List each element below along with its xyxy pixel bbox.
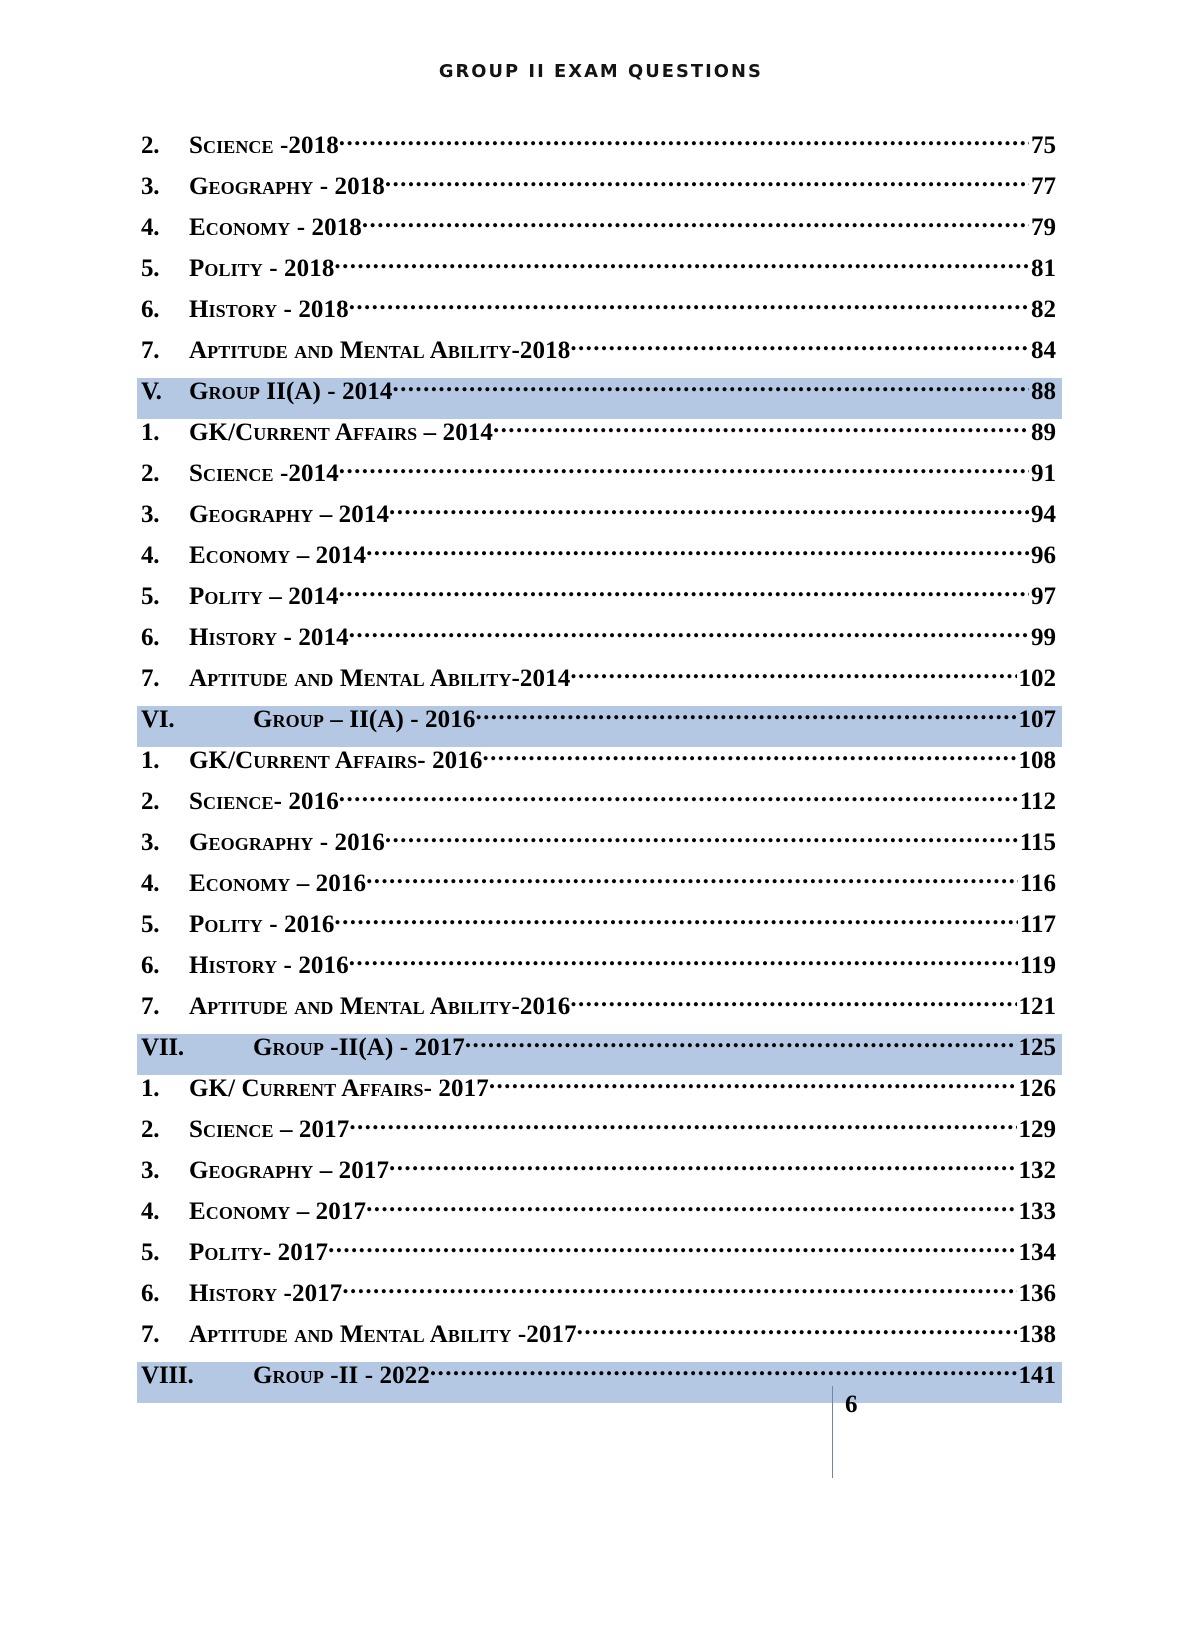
toc-entry-row[interactable]: [137, 1198, 1062, 1239]
toc-entry-page-number: 126: [1018, 1075, 1056, 1102]
toc-dot-leader: [389, 1162, 1016, 1178]
toc-dot-leader: [349, 629, 1029, 645]
toc-entry-number: 5.: [141, 1239, 160, 1266]
toc-dot-leader: [349, 957, 1018, 973]
toc-entry-page-number: 141: [1018, 1362, 1056, 1389]
toc-entry-number: 2.: [141, 1116, 160, 1143]
toc-entry-page-number: 89: [1031, 419, 1056, 446]
toc-entry-page-number: 129: [1018, 1116, 1056, 1143]
toc-entry-row[interactable]: [137, 624, 1062, 665]
toc-entry-page-number: 117: [1019, 911, 1056, 938]
table-of-contents: [137, 132, 1062, 1403]
toc-entry-number: 4.: [141, 1198, 160, 1225]
toc-entry-page-number: 132: [1018, 1157, 1056, 1184]
toc-entry-label: Science -2014: [189, 460, 339, 487]
toc-entry-label: Polity - 2016: [189, 911, 335, 938]
toc-entry-label: Group -II(A) - 2017: [253, 1034, 465, 1061]
toc-entry-page-number: 138: [1018, 1321, 1056, 1348]
toc-entry-number: 5.: [141, 255, 160, 282]
toc-entry-row[interactable]: [137, 1116, 1062, 1157]
toc-entry-page-number: 102: [1018, 665, 1056, 692]
toc-entry-number: 2.: [141, 460, 160, 487]
toc-entry-label: GK/Current Affairs- 2016: [189, 747, 483, 774]
toc-entry-label: Geography - 2016: [189, 829, 385, 856]
toc-entry-number: 3.: [141, 1157, 160, 1184]
toc-entry-number: 6.: [141, 1280, 160, 1307]
toc-entry-label: History -2017: [189, 1280, 343, 1307]
toc-entry-page-number: 108: [1018, 747, 1056, 774]
toc-entry-label: History - 2014: [189, 624, 349, 651]
toc-dot-leader: [475, 711, 1016, 727]
toc-dot-leader: [339, 465, 1029, 481]
toc-entry-label: Science- 2016: [189, 788, 339, 815]
toc-entry-row[interactable]: [137, 542, 1062, 583]
toc-entry-label: Group -II - 2022: [253, 1362, 430, 1389]
toc-section-row[interactable]: [137, 706, 1062, 747]
toc-entry-number: 6.: [141, 296, 160, 323]
toc-dot-leader: [366, 1203, 1016, 1219]
toc-dot-leader: [392, 383, 1029, 399]
toc-dot-leader: [493, 424, 1029, 440]
toc-entry-label: Aptitude and Mental Ability -2017: [189, 1321, 577, 1348]
toc-entry-label: Geography - 2018: [189, 173, 385, 200]
toc-entry-row[interactable]: [137, 173, 1062, 214]
toc-entry-number: 1.: [141, 419, 160, 446]
toc-entry-page-number: 125: [1018, 1034, 1056, 1061]
toc-entry-number: 3.: [141, 829, 160, 856]
toc-entry-row[interactable]: [137, 788, 1062, 829]
toc-entry-number: 7.: [141, 337, 160, 364]
toc-entry-page-number: 79: [1031, 214, 1056, 241]
toc-dot-leader: [334, 260, 1029, 276]
toc-dot-leader: [570, 342, 1029, 358]
toc-entry-row[interactable]: [137, 501, 1062, 542]
toc-entry-row[interactable]: [137, 255, 1062, 296]
toc-entry-label: Aptitude and Mental Ability-2018: [189, 337, 571, 364]
toc-entry-number: 4.: [141, 214, 160, 241]
toc-dot-leader: [465, 1039, 1017, 1055]
toc-dot-leader: [385, 834, 1018, 850]
toc-entry-page-number: 97: [1031, 583, 1056, 610]
toc-dot-leader: [482, 752, 1016, 768]
toc-dot-leader: [349, 1121, 1016, 1137]
toc-dot-leader: [349, 301, 1029, 317]
toc-entry-row[interactable]: [137, 214, 1062, 255]
toc-entry-page-number: 81: [1031, 255, 1056, 282]
toc-entry-row[interactable]: [137, 460, 1062, 501]
toc-entry-number: VI.: [141, 706, 175, 733]
toc-entry-row[interactable]: [137, 337, 1062, 378]
toc-dot-leader: [334, 916, 1017, 932]
toc-entry-page-number: 134: [1018, 1239, 1056, 1266]
toc-entry-label: History - 2018: [189, 296, 349, 323]
toc-dot-leader: [570, 670, 1016, 686]
toc-entry-label: History - 2016: [189, 952, 349, 979]
toc-dot-leader: [389, 506, 1029, 522]
toc-entry-number: 3.: [141, 501, 160, 528]
toc-entry-row[interactable]: [137, 747, 1062, 788]
toc-entry-row[interactable]: [137, 132, 1062, 173]
toc-dot-leader: [328, 1244, 1016, 1260]
toc-dot-leader: [339, 137, 1029, 153]
toc-entry-row[interactable]: [137, 952, 1062, 993]
document-footer: [0, 1382, 1202, 1502]
toc-dot-leader: [366, 875, 1018, 891]
toc-entry-row[interactable]: [137, 993, 1062, 1034]
toc-entry-number: VIII.: [141, 1362, 194, 1389]
toc-entry-row[interactable]: [137, 419, 1062, 460]
toc-entry-page-number: 119: [1019, 952, 1056, 979]
toc-entry-number: 5.: [141, 583, 160, 610]
toc-section-row[interactable]: [137, 378, 1062, 419]
toc-entry-label: Science – 2017: [189, 1116, 350, 1143]
toc-entry-page-number: 82: [1031, 296, 1056, 323]
toc-entry-number: 1.: [141, 1075, 160, 1102]
toc-entry-label: Science -2018: [189, 132, 339, 159]
toc-entry-label: Polity- 2017: [189, 1239, 329, 1266]
toc-entry-number: 6.: [141, 952, 160, 979]
toc-entry-number: 2.: [141, 788, 160, 815]
toc-section-row[interactable]: [137, 1034, 1062, 1075]
toc-entry-number: 4.: [141, 870, 160, 897]
toc-entry-number: V.: [141, 378, 162, 405]
toc-dot-leader: [342, 1285, 1016, 1301]
toc-entry-row[interactable]: [137, 829, 1062, 870]
toc-entry-page-number: 133: [1018, 1198, 1056, 1225]
toc-entry-page-number: 77: [1031, 173, 1056, 200]
toc-entry-label: Economy – 2016: [189, 870, 367, 897]
toc-entry-label: Economy – 2014: [189, 542, 367, 569]
toc-entry-row[interactable]: [137, 1075, 1062, 1116]
toc-entry-label: Polity – 2014: [189, 583, 339, 610]
toc-entry-row[interactable]: [137, 1157, 1062, 1198]
toc-entry-number: 5.: [141, 911, 160, 938]
toc-entry-row[interactable]: [137, 1280, 1062, 1321]
toc-entry-number: 6.: [141, 624, 160, 651]
toc-entry-page-number: 75: [1031, 132, 1056, 159]
toc-entry-row[interactable]: [137, 911, 1062, 952]
toc-entry-page-number: 121: [1018, 993, 1056, 1020]
toc-dot-leader: [489, 1080, 1017, 1096]
toc-entry-label: Aptitude and Mental Ability-2016: [189, 993, 571, 1020]
toc-entry-number: 1.: [141, 747, 160, 774]
toc-entry-row[interactable]: [137, 1321, 1062, 1362]
toc-entry-row[interactable]: [137, 1239, 1062, 1280]
footer-divider-rule: [832, 1386, 833, 1478]
toc-dot-leader: [385, 178, 1029, 194]
toc-entry-page-number: 112: [1019, 788, 1056, 815]
toc-entry-page-number: 96: [1031, 542, 1056, 569]
toc-entry-page-number: 91: [1031, 460, 1056, 487]
toc-entry-label: Economy – 2017: [189, 1198, 367, 1225]
toc-entry-page-number: 94: [1031, 501, 1056, 528]
toc-entry-page-number: 107: [1018, 706, 1056, 733]
toc-entry-number: 3.: [141, 173, 160, 200]
toc-entry-number: 7.: [141, 993, 160, 1020]
toc-entry-label: GK/ Current Affairs- 2017: [189, 1075, 489, 1102]
toc-entry-page-number: 115: [1019, 829, 1056, 856]
toc-dot-leader: [339, 793, 1018, 809]
toc-entry-number: 2.: [141, 132, 160, 159]
toc-entry-row[interactable]: [137, 296, 1062, 337]
toc-dot-leader: [339, 588, 1029, 604]
toc-dot-leader: [577, 1326, 1017, 1342]
footer-page-number: 6: [845, 1391, 858, 1418]
toc-entry-page-number: 88: [1031, 378, 1056, 405]
toc-entry-label: Polity - 2018: [189, 255, 335, 282]
toc-entry-page-number: 99: [1031, 624, 1056, 651]
toc-entry-row[interactable]: [137, 583, 1062, 624]
toc-entry-page-number: 136: [1018, 1280, 1056, 1307]
toc-dot-leader: [362, 219, 1029, 235]
toc-dot-leader: [366, 547, 1029, 563]
toc-entry-label: Geography – 2017: [189, 1157, 390, 1184]
toc-entry-label: Aptitude and Mental Ability-2014: [189, 665, 571, 692]
toc-entry-number: VII.: [141, 1034, 184, 1061]
toc-entry-page-number: 116: [1019, 870, 1056, 897]
toc-entry-label: Geography – 2014: [189, 501, 390, 528]
toc-entry-number: 7.: [141, 665, 160, 692]
document-header: [0, 62, 1202, 82]
toc-dot-leader: [570, 998, 1016, 1014]
toc-entry-label: Group II(A) - 2014: [189, 378, 393, 405]
toc-entry-number: 4.: [141, 542, 160, 569]
document-header-title: GROUP II EXAM QUESTIONS: [438, 62, 764, 82]
toc-entry-label: Economy - 2018: [189, 214, 362, 241]
toc-dot-leader: [430, 1367, 1017, 1383]
toc-entry-number: 7.: [141, 1321, 160, 1348]
toc-entry-page-number: 84: [1031, 337, 1056, 364]
toc-entry-label: Group – II(A) - 2016: [253, 706, 476, 733]
toc-entry-row[interactable]: [137, 870, 1062, 911]
toc-entry-label: GK/Current Affairs – 2014: [189, 419, 493, 446]
toc-entry-row[interactable]: [137, 665, 1062, 706]
